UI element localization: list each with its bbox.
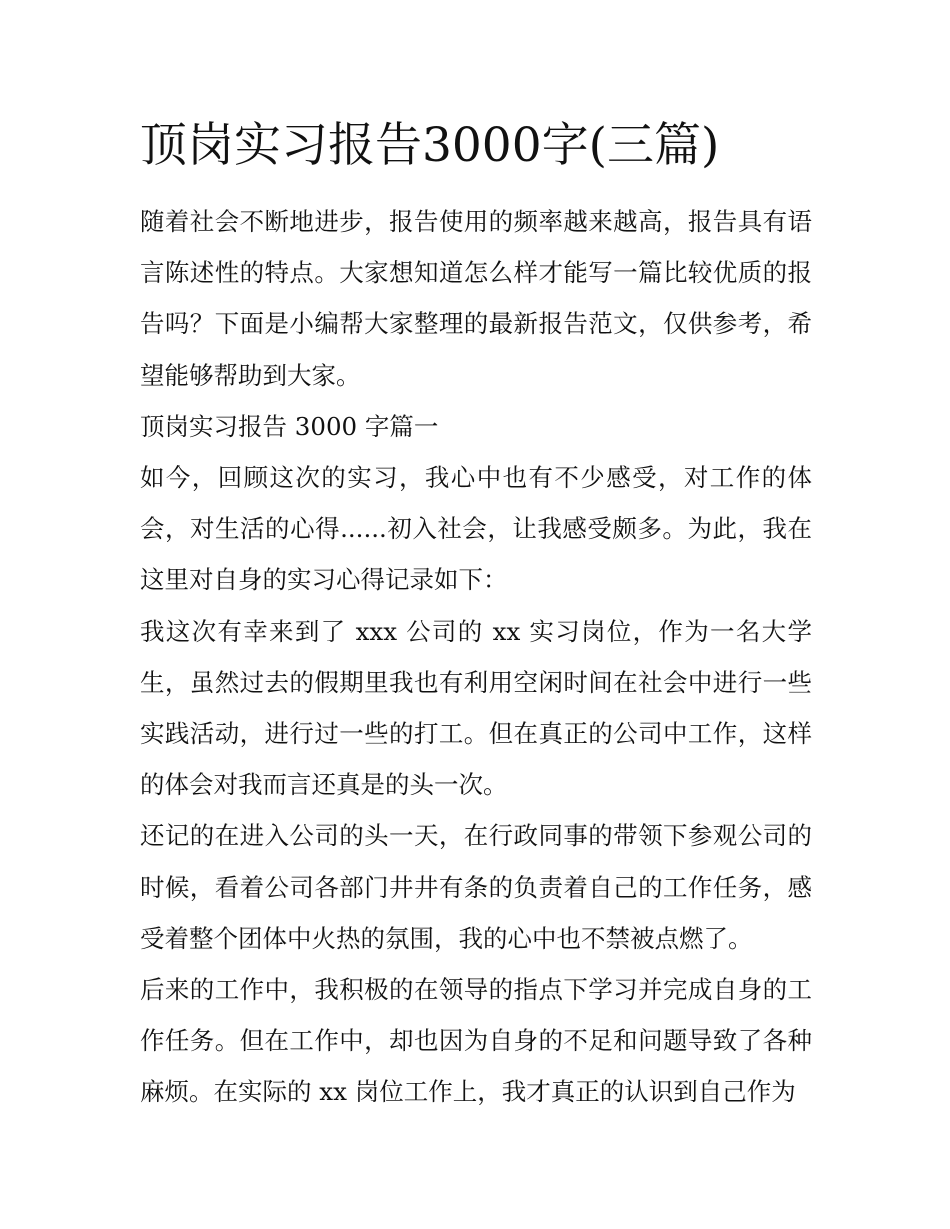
body-paragraph: 还记的在进入公司的头一天，在行政同事的带领下参观公司的时候，看着公司各部门井井有条的负责着自己的工作任务，感受着整个团体中火热的氛围，我的心中也不禁被点燃了。: [140, 821, 812, 953]
body-paragraph: 后来的工作中，我积极的在领导的指点下学习并完成自身的工作任务。但在工作中，却也因为自身的不足和问题导致了各种麻烦。在实际的 xx 岗位工作上，我才真正的认识到自己作为: [140, 975, 812, 1107]
intro-paragraph: 随着社会不断地进步，报告使用的频率越来越高，报告具有语言陈述性的特点。大家想知道怎么样才能写一篇比较优质的报告吗？下面是小编帮大家整理的最新报告范文，仅供参考，希望能够帮助到大家。: [140, 207, 812, 390]
document-title: 顶岗实习报告3000字(三篇): [140, 118, 720, 173]
body-paragraph: 如今，回顾这次的实习，我心中也有不少感受，对工作的体会，对生活的心得......初入社会，让我感受颇多。为此，我在这里对自身的实习心得记录如下：: [140, 463, 812, 595]
document-page: [140, 112, 812, 1118]
body-paragraph: 我这次有幸来到了 xxx 公司的 xx 实习岗位，作为一名大学生，虽然过去的假期里我也有利用空闲时间在社会中进行一些实践活动，进行过一些的打工。但在真正的公司中工作，这样的体会对我而言还真是的头一次。: [140, 616, 812, 800]
section-heading: 顶岗实习报告 3000 字篇一: [140, 411, 439, 441]
